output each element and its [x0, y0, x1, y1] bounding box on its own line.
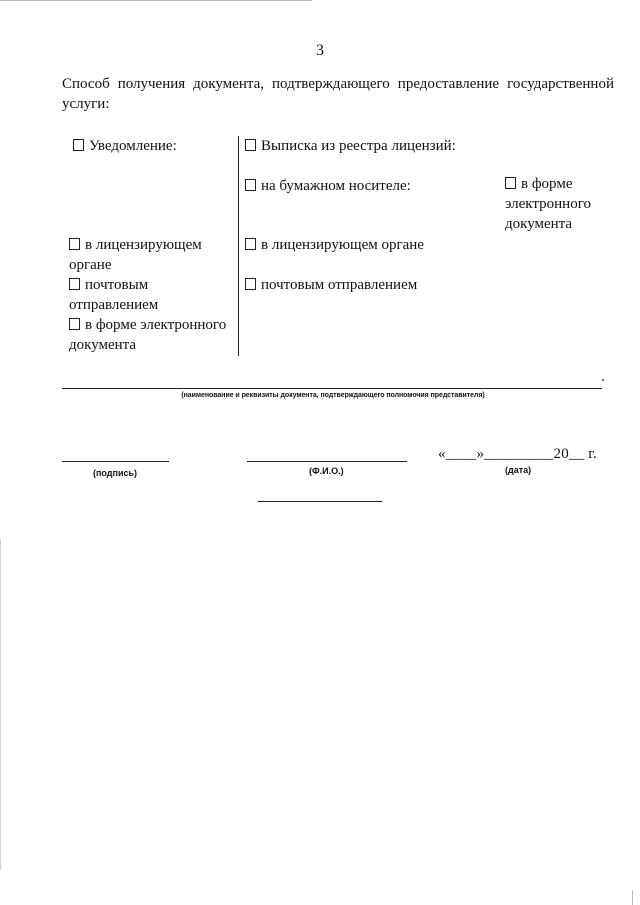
notification-option[interactable] — [73, 136, 177, 156]
scan-dot — [602, 379, 604, 381]
extract-label: Выписка из реестра лицензий: — [261, 138, 456, 154]
checkbox-icon[interactable] — [69, 318, 80, 330]
option-label: в лицензирующем органе — [261, 237, 424, 253]
option-label: почтовым отправлением — [69, 277, 159, 313]
representative-caption: (наименование и реквизиты документа, подтверждающего полномочия представителя) — [181, 392, 485, 399]
checkbox-icon[interactable] — [245, 278, 256, 290]
notification-option-mail[interactable] — [69, 275, 179, 315]
checkbox-icon[interactable] — [73, 139, 84, 151]
extract-electronic-option[interactable] — [505, 174, 605, 234]
intro-paragraph: Способ получения документа, подтверждающего предоставление государственной услуги: — [62, 76, 614, 112]
checkbox-icon[interactable] — [245, 238, 256, 250]
scan-edge-right — [632, 890, 633, 905]
extract-option[interactable] — [245, 136, 456, 156]
checkbox-icon[interactable] — [245, 139, 256, 151]
representative-document-line[interactable] — [62, 388, 602, 389]
checkbox-icon[interactable] — [69, 278, 80, 290]
date-field[interactable]: «____»_________20__ г. — [438, 446, 597, 462]
extract-option-licensing-body[interactable] — [245, 235, 424, 255]
notification-label: Уведомление: — [89, 138, 177, 154]
date-caption: (дата) — [505, 465, 532, 475]
signature-line[interactable] — [62, 461, 169, 462]
option-label: в лицензирующем органе — [69, 237, 202, 273]
extract-paper-option[interactable] — [245, 176, 411, 196]
checkbox-icon[interactable] — [69, 238, 80, 250]
option-label: в форме электронного документа — [69, 317, 227, 353]
electronic-label: в форме электронного документа — [505, 176, 591, 232]
notification-option-licensing-body[interactable] — [69, 235, 219, 275]
signature-caption: (подпись) — [93, 468, 138, 478]
extract-option-mail[interactable] — [245, 275, 417, 295]
scan-edge-left — [0, 540, 1, 870]
extra-signature-line[interactable] — [258, 501, 382, 502]
column-divider — [238, 136, 239, 356]
checkbox-icon[interactable] — [505, 177, 516, 189]
scan-edge-top — [0, 0, 312, 1]
page-number: 3 — [316, 42, 324, 59]
paper-label: на бумажном носителе: — [261, 178, 411, 194]
full-name-line[interactable] — [247, 461, 407, 462]
notification-option-electronic[interactable] — [69, 315, 234, 355]
full-name-caption: (Ф.И.О.) — [309, 466, 344, 476]
checkbox-icon[interactable] — [245, 179, 256, 191]
option-label: почтовым отправлением — [261, 277, 418, 293]
